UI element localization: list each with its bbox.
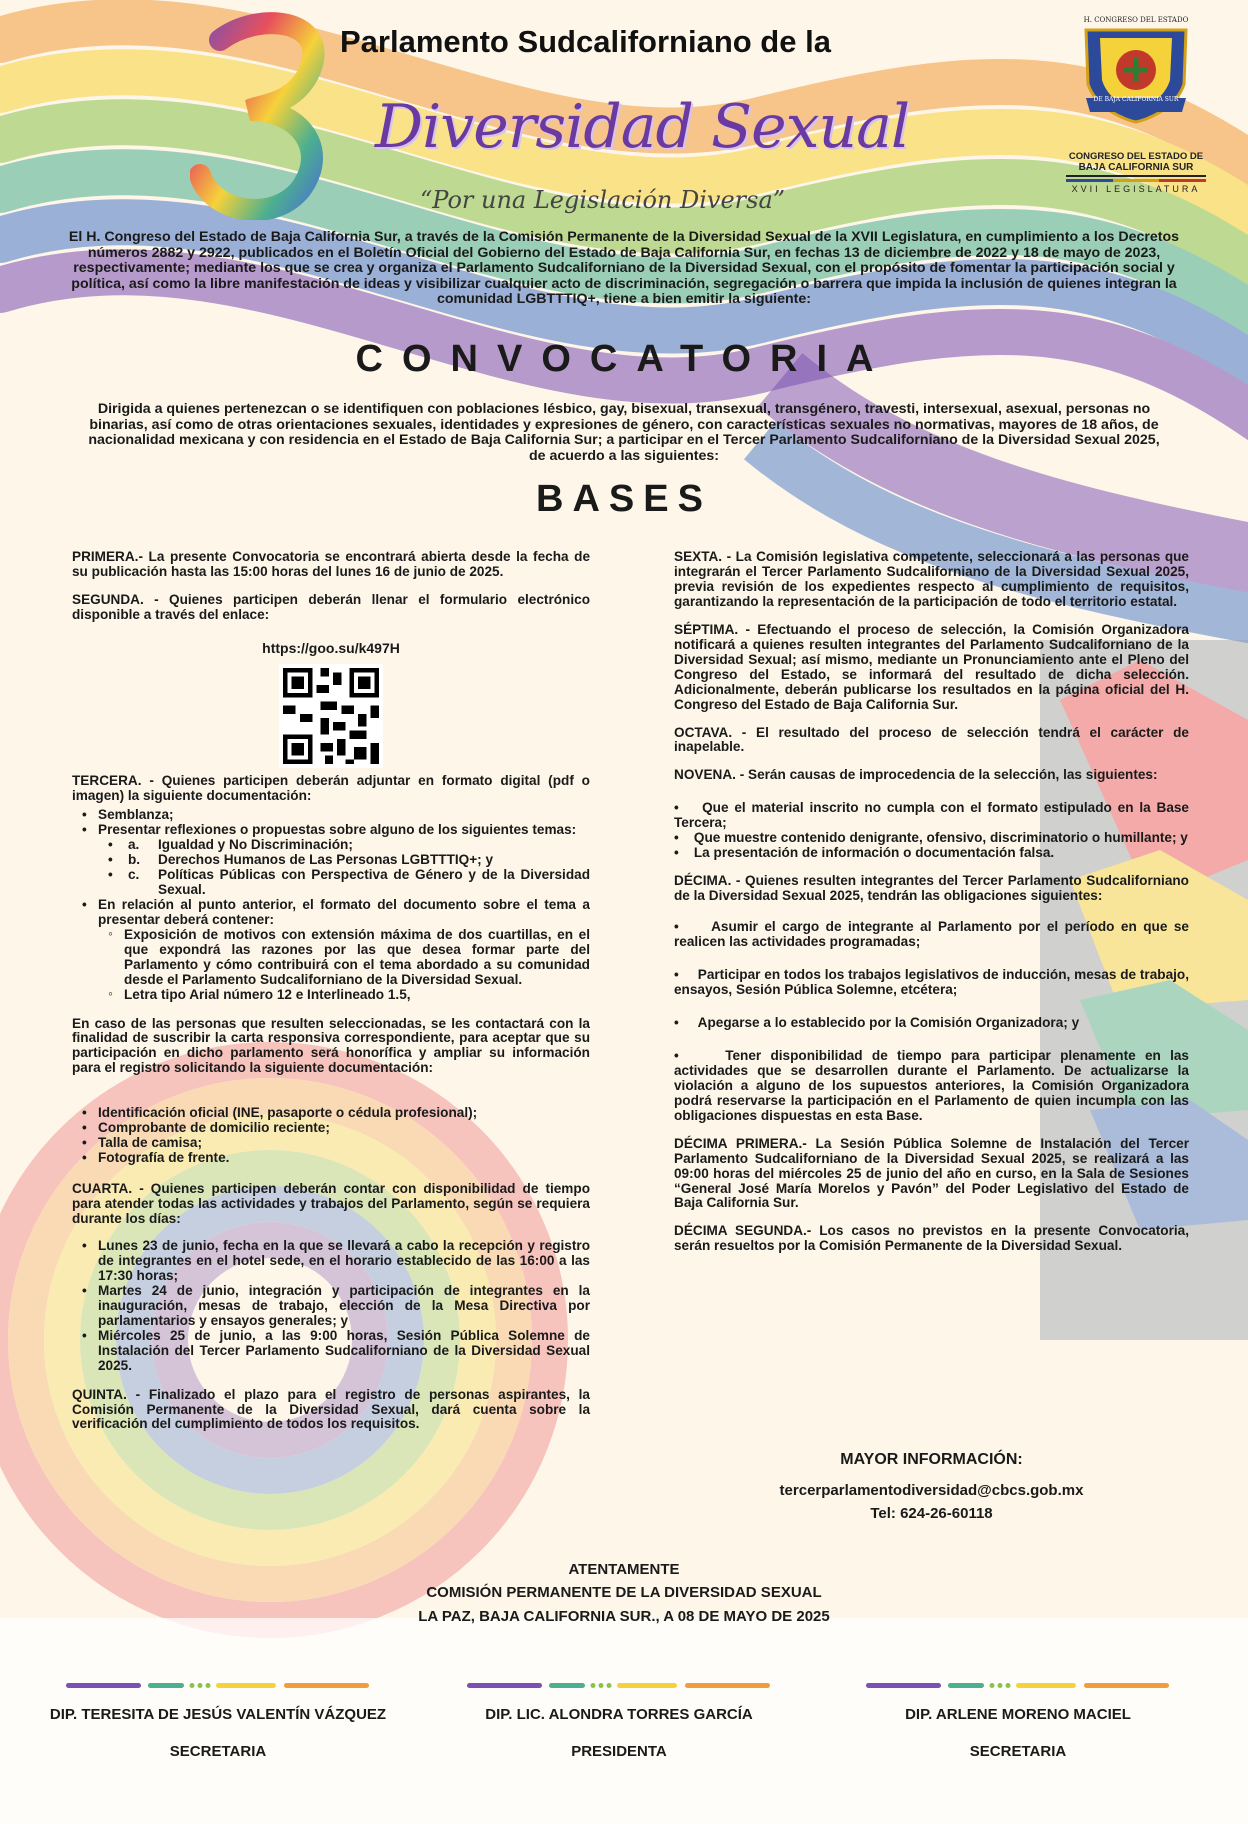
list-item: • Semblanza; <box>72 808 590 823</box>
base-decima-primera: DÉCIMA PRIMERA.- La Sesión Pública Solemne de Instalación del Tercer Parlamento Sudcaliforniano de la Diversidad Sexual 2025, se realizará a las 09:00 horas del miércoles 25 de junio del año en curso, en la Sala de Sesiones “General José María Morelos y Pavón” del Poder Legislativo del Estado de Baja California Sur. <box>674 1135 1189 1211</box>
base-cuarta: CUARTA. - Quienes participen deberán contar con disponibilidad de tiempo para atender todas las actividades y trabajos del Parlamento, según se requiera durante los días: <box>72 1181 590 1227</box>
novena-item: • La presentación de información o documentación falsa. <box>674 845 1055 861</box>
list-item-text: Presentar reflexiones o propuestas sobre alguno de los siguientes temas: <box>98 822 577 838</box>
signatory-name: DIP. TERESITA DE JESÚS VALENTÍN VÁZQUEZ <box>49 1706 387 1723</box>
bases-right-column <box>674 550 1189 1267</box>
dirigida-paragraph: Dirigida a quienes pertenezcan o se identifiquen con poblaciones lésbico, gay, bisexual, transexual, transgénero, travesti, intersexual, asexual, personas no binarias, así como de otras orientaciones sexuales, identidades y expresiones de género, con características sexuales no normativas, mayores de 18 años, de nacionalidad mexicana y con residencia en el Estado de Baja California Sur; a participar en el Tercer Parlamento Sudcaliforniano de la Diversidad Sexual 2025, de acuerdo a las siguientes: <box>88 401 1160 464</box>
dias-list <box>72 1239 590 1374</box>
list-item: • Talla de camisa; <box>72 1136 590 1151</box>
convocatoria-title: CONVOCATORIA <box>355 338 893 380</box>
contact-block <box>674 1448 1189 1525</box>
base-novena: NOVENA. - Serán causas de improcedencia de la selección, las siguientes: <box>674 767 1158 783</box>
list-item: • Comprobante de domicilio reciente; <box>72 1121 590 1136</box>
bases-left-column <box>72 550 590 1445</box>
list-item: ◦ Letra tipo Arial número 12 e Interlineado 1.5, <box>98 988 590 1003</box>
decima-item: • Participar en todos los trabajos legislativos de inducción, mesas de trabajo, ensayos, Sesión Pública Solemne, etcétera; <box>674 967 1189 997</box>
seal-line3: XVII LEGISLATURA <box>1071 184 1201 194</box>
contact-title: MAYOR INFORMACIÓN: <box>840 1451 1023 1468</box>
base-tercera: TERCERA. - Quienes participen deberán adjuntar en formato digital (pdf o imagen) la siguiente documentación: <box>72 773 590 804</box>
list-item: • Miércoles 25 de junio, a las 9:00 horas, Sesión Pública Solemne de Instalación del Tercer Parlamento Sudcaliforniano de la Diversidad Sexual 2025. <box>72 1329 590 1374</box>
list-item-text: En relación al punto anterior, el formato del documento sobre el tema a presentar deberá contener: <box>98 896 590 927</box>
closing-atentamente: ATENTAMENTE <box>568 1561 680 1578</box>
registration-link[interactable]: https://goo.su/k497H <box>262 639 400 656</box>
signature-block <box>18 1682 418 1760</box>
list-item: • Identificación oficial (INE, pasaporte o cédula profesional); <box>72 1106 590 1121</box>
seal-line2: BAJA CALIFORNIA SUR <box>1066 162 1206 177</box>
list-item: • b. Derechos Humanos de Las Personas LGBTTTIQ+; y <box>98 853 590 868</box>
base-decima: DÉCIMA. - Quienes resulten integrantes del Tercer Parlamento Sudcaliforniano de la Diversidad Sexual 2025, tendrán las obligaciones siguientes: <box>674 873 1189 904</box>
closing-block <box>0 1558 1248 1628</box>
contact-email[interactable]: tercerparlamentodiversidad@cbcs.gob.mx <box>779 1481 1084 1499</box>
seal-line1: CONGRESO DEL ESTADO DE <box>1068 151 1204 162</box>
header-slogan: “Por una Legislación Diversa” <box>420 186 786 214</box>
list-item: • a. Igualdad y No Discriminación; <box>98 838 590 853</box>
bases-title: BASES <box>536 478 712 520</box>
signature-block <box>818 1682 1218 1760</box>
list-item <box>72 898 590 1003</box>
list-item <box>72 823 590 898</box>
rainbow-divider <box>66 1682 371 1690</box>
seal-color-bar <box>1066 179 1206 182</box>
decima-item: • Asumir el cargo de integrante al Parlamento por el período en que se realicen las actividades programadas; <box>674 919 1189 950</box>
temas-list <box>98 838 590 898</box>
list-item: • Lunes 23 de junio, fecha en la que se llevará a cabo la recepción y registro de integrantes en el hotel sede, en el horario establecido de las 16:00 a las 17:30 horas; <box>72 1239 590 1284</box>
formato-list <box>98 928 590 1003</box>
signatory-name: DIP. ARLENE MORENO MACIEL <box>905 1706 1131 1723</box>
base-primera: PRIMERA.- La presente Convocatoria se encontrará abierta desde la fecha de su publicación hasta las 15:00 horas del lunes 16 de junio de 2025. <box>72 549 590 579</box>
header-title-line1: Parlamento Sudcaliforniano de la <box>340 24 831 59</box>
rainbow-divider <box>866 1682 1171 1690</box>
documentos-list <box>72 1106 590 1166</box>
signatory-role: SECRETARIA <box>969 1743 1067 1760</box>
signatory-name: DIP. LIC. ALONDRA TORRES GARCÍA <box>485 1706 753 1723</box>
list-item: • Fotografía de frente. <box>72 1151 590 1166</box>
congress-seal <box>1066 16 1206 194</box>
base-quinta: QUINTA. - Finalizado el plazo para el registro de personas aspirantes, la Comisión Permanente de la Diversidad Sexual, dará cuenta sobre la verificación del cumplimiento de todos los requisitos. <box>72 1386 590 1432</box>
seal-ribbon-text: DE BAJA CALIFORNIA SUR <box>1093 96 1179 103</box>
base-septima: SÉPTIMA. - Efectuando el proceso de selección, la Comisión Organizadora notificará a quienes resulten integrantes del Parlamento Sudcaliforniano de la Diversidad Sexual; así mismo, mediante un Pronunciamiento ante el Pleno del Congreso del Estado, se informará del resultado de dicha selección. Adicionalmente, deberán publicarse los resultados en la página oficial del H. Congreso del Estado de Baja California Sur. <box>674 621 1189 712</box>
seleccionadas-paragraph: En caso de las personas que resulten seleccionadas, se les contactará con la finalidad de suscribir la carta responsiva correspondiente, para aceptar que su participación en dicho parlamento será honorífica y ampliar su información para el registro solicitando la siguiente documentación: <box>72 1015 590 1076</box>
decima-item: • Tener disponibilidad de tiempo para participar plenamente en las actividades que se desarrollen durante el Parlamento. De actualizarse la violación a alguno de los supuestos anteriores, la Comisión Organizadora podrá reservarse la participación en el Parlamento de quien incumpla con las obligaciones dispuestas en esta Base. <box>674 1047 1189 1123</box>
number-3-logo <box>190 10 340 220</box>
contact-phone: Tel: 624-26-60118 <box>870 1505 993 1523</box>
decima-item: • Apegarse a lo establecido por la Comisión Organizadora; y <box>674 1014 1080 1030</box>
signatory-role: SECRETARIA <box>169 1743 267 1760</box>
base-decima-segunda: DÉCIMA SEGUNDA.- Los casos no previstos en la presente Convocatoria, serán resueltos por la Comisión Permanente de la Diversidad Sexual. <box>674 1223 1189 1254</box>
header-title-line2: Diversidad Sexual <box>375 92 910 162</box>
tercera-list <box>72 808 590 1002</box>
rainbow-divider <box>467 1682 772 1690</box>
coat-of-arms-icon <box>1066 24 1206 124</box>
base-octava: OCTAVA. - El resultado del proceso de selección tendrá el carácter de inapelable. <box>674 724 1189 755</box>
novena-item: • Que muestre contenido denigrante, ofensivo, discriminatorio o humillante; y <box>674 830 1188 846</box>
list-item: • c. Políticas Públicas con Perspectiva de Género y de la Diversidad Sexual. <box>98 868 590 898</box>
closing-lugar-fecha: LA PAZ, BAJA CALIFORNIA SUR., A 08 DE MAYO DE 2025 <box>418 1607 830 1625</box>
signatory-role: PRESIDENTA <box>571 1743 667 1760</box>
intro-paragraph: El H. Congreso del Estado de Baja California Sur, a través de la Comisión Permanente de la Diversidad Sexual de la XVII Legislatura, en cumplimiento a los Decretos números 2882 y 2922, publicados en el Boletín Oficial del Gobierno del Estado de Baja California Sur, en fechas 13 de diciembre de 2022 y 18 de mayo de 2023, respectivamente; mediante los que se crea y organiza el Parlamento Sudcaliforniano de la Diversidad Sexual, con el propósito de fomentar la participación social y política, así como la libre manifestación de ideas y visibilizar cualquier acto de discriminación, segregación o barrera que impida la inclusión de quienes integran la comunidad LGBTTTIQ+, tiene a bien emitir la siguiente: <box>68 229 1180 308</box>
qr-code-icon[interactable] <box>279 664 383 768</box>
list-item: ◦ Exposición de motivos con extensión máxima de dos cuartillas, en el que expondrá las razones por las que desea formar parte del Parlamento y cómo contribuirá con el tema abordado a su comunidad desde el Parlamento Sudcaliforniano de la Diversidad Sexual. <box>98 928 590 988</box>
closing-comision: COMISIÓN PERMANENTE DE LA DIVERSIDAD SEXUAL <box>426 1584 822 1602</box>
list-item: • Martes 24 de junio, integración y participación de integrantes en la inauguración, mesas de trabajo, elección de la Mesa Directiva por parlamentarios y ensayos generales; y <box>72 1284 590 1329</box>
base-sexta: SEXTA. - La Comisión legislativa competente, seleccionará a las personas que integrarán el Tercer Parlamento Sudcaliforniano de la Diversidad Sexual 2025, previa revisión de los expedientes respecto al cumplimiento de requisitos, garantizando la representación de la participación de todo el territorio estatal. <box>674 549 1189 609</box>
base-segunda: SEGUNDA. - Quienes participen deberán llenar el formulario electrónico disponible a través del enlace: <box>72 591 590 622</box>
seal-top-text: H. CONGRESO DEL ESTADO <box>1083 16 1189 24</box>
signature-block <box>419 1682 819 1760</box>
novena-item: • Que el material inscrito no cumpla con el formato estipulado en la Base Tercera; <box>674 800 1189 831</box>
